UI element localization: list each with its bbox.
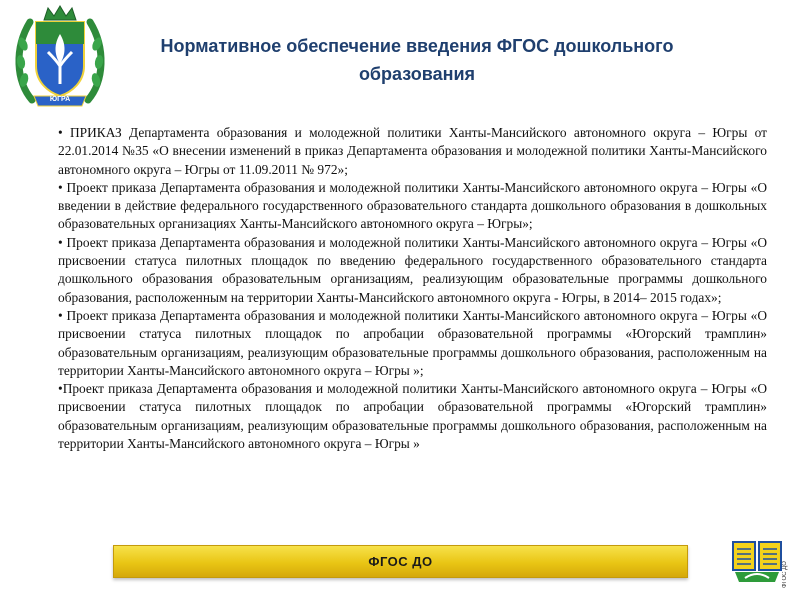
footer-label: ФГОС ДО (368, 554, 433, 569)
footer-banner (113, 545, 688, 578)
document-body (58, 124, 767, 453)
page-title: Нормативное обеспечение введения ФГОС дошкольного образования (160, 36, 674, 84)
paragraph-1: • ПРИКАЗ Департамента образования и молодежной политики Ханты-Мансийского автономного округа – Югры от 22.01.2014 №35 «О внесении изменений в приказ Департамента образования и молодежной политики Ханты-Мансийского автономного округа – Югры от 11.09.2011 № 972»; (58, 125, 767, 177)
paragraph-2: • Проект приказа Департамента образования и молодежной политики Ханты-Мансийского автономного округа – Югры «О введении в действие федерального государственного образовательного стандарта дошкольного образования в дошкольных образовательных организациях Ханты-Мансийского автономного округа – Югры»; (58, 179, 767, 232)
paragraph-5: •Проект приказа Департамента образования и молодежной политики Ханты-Мансийского автономного округа – Югры «О присвоении статуса пилотных площадок по апробации образовательной программы «Югорский трамплин» образовательным организациям, реализующим образовательные программы дошкольного образования, расположенным на территории Ханты-Мансийского автономного округа – Югры » (58, 381, 767, 452)
paragraph-3: • Проект приказа Департамента образования и молодежной политики Ханты-Мансийского автономного округа – Югры «О присвоении статуса пилотных площадок по введению федерального государственного образовательного стандарта дошкольного образования образовательным организациям, реализующим образовательные программы дошкольного образования, расположенным на территории Ханты-Мансийского автономного округа - Югры, в 2014– 2015 годах»; (58, 234, 767, 305)
side-caption: ФГОС ДО (782, 561, 788, 588)
open-book-logo-icon (731, 538, 783, 588)
crest-ribbon-text: ЮГРА (49, 96, 71, 103)
paragraph-4: • Проект приказа Департамента образования и молодежной политики Ханты-Мансийского автономного округа – Югры «О присвоении статуса пилотных площадок по апробации образовательной программы «Югорский трамплин» образовательным организациям, реализующим образовательные программы дошкольного образования, расположенным на территории Ханты-Мансийского автономного округа – Югры »; (58, 307, 767, 378)
